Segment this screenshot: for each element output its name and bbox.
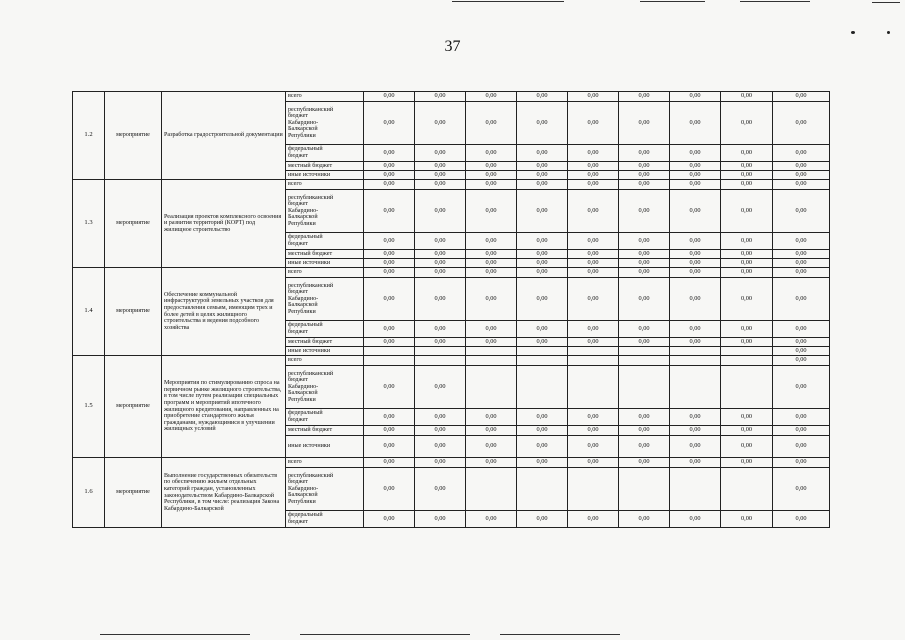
amount-cell: 0,00 (415, 426, 466, 436)
amount-cell: 0,00 (364, 190, 415, 233)
amount-cell: 0,00 (568, 102, 619, 145)
amount-cell: 0,00 (568, 436, 619, 458)
item-number: 1.4 (73, 268, 105, 356)
amount-cell: 0,00 (670, 92, 721, 102)
amount-cell (619, 366, 670, 409)
amount-cell: 0,00 (670, 426, 721, 436)
amount-cell: 0,00 (721, 190, 773, 233)
scan-line (872, 2, 900, 3)
amount-cell (721, 366, 773, 409)
amount-cell: 0,00 (517, 278, 568, 321)
amount-cell: 0,00 (415, 233, 466, 250)
amount-cell (568, 366, 619, 409)
funding-source: федеральный бюджет (286, 409, 364, 426)
amount-cell: 0,00 (364, 338, 415, 347)
amount-cell: 0,00 (619, 259, 670, 268)
amount-cell: 0,00 (721, 321, 773, 338)
amount-cell (670, 356, 721, 366)
amount-cell: 0,00 (517, 259, 568, 268)
amount-cell (466, 356, 517, 366)
amount-cell: 0,00 (517, 436, 568, 458)
amount-cell: 0,00 (568, 511, 619, 528)
funding-source: федеральный бюджет (286, 145, 364, 162)
amount-cell: 0,00 (670, 180, 721, 190)
funding-source: местный бюджет (286, 162, 364, 171)
funding-source: местный бюджет (286, 338, 364, 347)
amount-cell: 0,00 (670, 102, 721, 145)
amount-cell: 0,00 (466, 162, 517, 171)
amount-cell: 0,00 (364, 102, 415, 145)
item-name: Реализация проектов комплексного освоения и развития территорий (КОРТ) под жилищное строительство (162, 180, 286, 268)
amount-cell: 0,00 (364, 145, 415, 162)
amount-cell: 0,00 (466, 92, 517, 102)
amount-cell: 0,00 (670, 436, 721, 458)
amount-cell: 0,00 (670, 511, 721, 528)
amount-cell (517, 356, 568, 366)
amount-cell (568, 347, 619, 356)
amount-cell: 0,00 (773, 278, 830, 321)
funding-source: федеральный бюджет (286, 511, 364, 528)
amount-cell: 0,00 (619, 409, 670, 426)
amount-cell: 0,00 (670, 278, 721, 321)
amount-cell: 0,00 (773, 102, 830, 145)
amount-cell (364, 347, 415, 356)
amount-cell: 0,00 (415, 145, 466, 162)
amount-cell (721, 356, 773, 366)
amount-cell: 0,00 (773, 366, 830, 409)
amount-cell: 0,00 (364, 436, 415, 458)
amount-cell: 0,00 (466, 171, 517, 180)
amount-cell: 0,00 (517, 92, 568, 102)
amount-cell: 0,00 (466, 259, 517, 268)
amount-cell: 0,00 (466, 250, 517, 259)
amount-cell: 0,00 (773, 145, 830, 162)
table-row (73, 268, 830, 278)
funding-source: федеральный бюджет (286, 233, 364, 250)
amount-cell: 0,00 (773, 468, 830, 511)
amount-cell: 0,00 (517, 409, 568, 426)
amount-cell (466, 366, 517, 409)
amount-cell: 0,00 (619, 268, 670, 278)
table-row (73, 356, 830, 366)
amount-cell: 0,00 (517, 171, 568, 180)
amount-cell: 0,00 (466, 436, 517, 458)
scan-speck (887, 31, 890, 34)
amount-cell: 0,00 (364, 426, 415, 436)
amount-cell: 0,00 (364, 92, 415, 102)
scan-line (500, 634, 620, 635)
amount-cell: 0,00 (517, 511, 568, 528)
amount-cell: 0,00 (619, 426, 670, 436)
amount-cell: 0,00 (721, 338, 773, 347)
amount-cell: 0,00 (721, 426, 773, 436)
amount-cell: 0,00 (619, 162, 670, 171)
amount-cell: 0,00 (466, 338, 517, 347)
table-body (73, 92, 830, 528)
amount-cell: 0,00 (415, 458, 466, 468)
amount-cell: 0,00 (773, 162, 830, 171)
amount-cell: 0,00 (364, 468, 415, 511)
item-type: мероприятие (105, 268, 162, 356)
scan-line (100, 634, 250, 635)
amount-cell: 0,00 (466, 145, 517, 162)
item-name: Обеспечение коммунальной инфраструктурой земельных участков для предоставления семьям, имеющим трех и более детей в целях жилищного строительства и ведения подсобного хозяйства (162, 268, 286, 356)
amount-cell: 0,00 (568, 233, 619, 250)
amount-cell: 0,00 (466, 426, 517, 436)
amount-cell: 0,00 (619, 250, 670, 259)
amount-cell: 0,00 (364, 321, 415, 338)
amount-cell: 0,00 (466, 409, 517, 426)
amount-cell: 0,00 (517, 250, 568, 259)
amount-cell: 0,00 (619, 278, 670, 321)
amount-cell: 0,00 (721, 409, 773, 426)
amount-cell: 0,00 (721, 436, 773, 458)
amount-cell: 0,00 (568, 268, 619, 278)
amount-cell (619, 468, 670, 511)
amount-cell: 0,00 (670, 338, 721, 347)
amount-cell (670, 366, 721, 409)
amount-cell: 0,00 (466, 102, 517, 145)
amount-cell: 0,00 (619, 190, 670, 233)
amount-cell: 0,00 (568, 278, 619, 321)
amount-cell: 0,00 (415, 259, 466, 268)
amount-cell: 0,00 (568, 426, 619, 436)
amount-cell: 0,00 (670, 233, 721, 250)
amount-cell: 0,00 (466, 511, 517, 528)
amount-cell: 0,00 (415, 278, 466, 321)
amount-cell: 0,00 (517, 268, 568, 278)
amount-cell: 0,00 (415, 436, 466, 458)
amount-cell: 0,00 (773, 338, 830, 347)
amount-cell (517, 347, 568, 356)
amount-cell: 0,00 (415, 171, 466, 180)
amount-cell: 0,00 (619, 145, 670, 162)
amount-cell: 0,00 (364, 409, 415, 426)
amount-cell: 0,00 (568, 259, 619, 268)
amount-cell: 0,00 (415, 190, 466, 233)
amount-cell: 0,00 (364, 162, 415, 171)
amount-cell: 0,00 (568, 409, 619, 426)
amount-cell: 0,00 (670, 458, 721, 468)
amount-cell: 0,00 (517, 233, 568, 250)
item-number: 1.3 (73, 180, 105, 268)
amount-cell: 0,00 (568, 338, 619, 347)
funding-source: иные источники (286, 259, 364, 268)
table-row (73, 92, 830, 102)
amount-cell: 0,00 (466, 458, 517, 468)
amount-cell: 0,00 (415, 321, 466, 338)
amount-cell: 0,00 (773, 268, 830, 278)
amount-cell: 0,00 (721, 233, 773, 250)
amount-cell: 0,00 (619, 321, 670, 338)
amount-cell: 0,00 (670, 321, 721, 338)
amount-cell: 0,00 (364, 171, 415, 180)
amount-cell: 0,00 (517, 338, 568, 347)
amount-cell: 0,00 (670, 268, 721, 278)
amount-cell: 0,00 (619, 436, 670, 458)
amount-cell (619, 356, 670, 366)
amount-cell: 0,00 (773, 321, 830, 338)
amount-cell: 0,00 (773, 426, 830, 436)
funding-source: всего (286, 356, 364, 366)
amount-cell: 0,00 (721, 171, 773, 180)
amount-cell: 0,00 (517, 458, 568, 468)
amount-cell: 0,00 (415, 268, 466, 278)
amount-cell: 0,00 (619, 171, 670, 180)
amount-cell: 0,00 (721, 180, 773, 190)
amount-cell: 0,00 (670, 190, 721, 233)
funding-source: республиканский бюджет Кабардино- Балкарской Републики (286, 102, 364, 145)
amount-cell: 0,00 (568, 321, 619, 338)
amount-cell: 0,00 (773, 92, 830, 102)
amount-cell: 0,00 (568, 250, 619, 259)
amount-cell (415, 356, 466, 366)
funding-source: иные источники (286, 436, 364, 458)
amount-cell: 0,00 (773, 233, 830, 250)
amount-cell: 0,00 (364, 278, 415, 321)
amount-cell: 0,00 (364, 180, 415, 190)
funding-source: иные источники (286, 347, 364, 356)
amount-cell: 0,00 (670, 145, 721, 162)
amount-cell: 0,00 (517, 162, 568, 171)
page-number: 37 (444, 38, 461, 55)
item-name: Разработка градостроительной документации (162, 92, 286, 180)
funding-source: республиканский бюджет Кабардино- Балкарской Републики (286, 278, 364, 321)
amount-cell: 0,00 (773, 171, 830, 180)
funding-source: иные источники (286, 171, 364, 180)
item-number: 1.5 (73, 356, 105, 458)
amount-cell: 0,00 (517, 426, 568, 436)
amount-cell: 0,00 (466, 190, 517, 233)
amount-cell: 0,00 (415, 409, 466, 426)
amount-cell (364, 356, 415, 366)
amount-cell: 0,00 (619, 511, 670, 528)
amount-cell: 0,00 (415, 338, 466, 347)
amount-cell: 0,00 (670, 409, 721, 426)
scan-line (640, 1, 705, 2)
item-type: мероприятие (105, 92, 162, 180)
amount-cell: 0,00 (415, 511, 466, 528)
amount-cell: 0,00 (364, 458, 415, 468)
amount-cell: 0,00 (773, 190, 830, 233)
amount-cell: 0,00 (568, 458, 619, 468)
scan-speck (851, 31, 855, 34)
amount-cell: 0,00 (415, 366, 466, 409)
amount-cell: 0,00 (517, 190, 568, 233)
table-row (73, 180, 830, 190)
amount-cell (568, 356, 619, 366)
budget-table (72, 91, 830, 528)
funding-source: республиканский бюджет Кабардино- Балкарской Републики (286, 468, 364, 511)
amount-cell: 0,00 (721, 259, 773, 268)
amount-cell: 0,00 (670, 171, 721, 180)
amount-cell: 0,00 (721, 92, 773, 102)
amount-cell: 0,00 (773, 511, 830, 528)
amount-cell (415, 347, 466, 356)
amount-cell (619, 347, 670, 356)
amount-cell: 0,00 (568, 171, 619, 180)
item-type: мероприятие (105, 458, 162, 528)
amount-cell (670, 468, 721, 511)
funding-source: республиканский бюджет Кабардино- Балкарской Републики (286, 366, 364, 409)
amount-cell: 0,00 (619, 458, 670, 468)
amount-cell: 0,00 (773, 436, 830, 458)
amount-cell: 0,00 (364, 259, 415, 268)
item-number: 1.2 (73, 92, 105, 180)
amount-cell: 0,00 (364, 233, 415, 250)
amount-cell: 0,00 (415, 102, 466, 145)
funding-source: республиканский бюджет Кабардино- Балкарской Републики (286, 190, 364, 233)
amount-cell: 0,00 (619, 92, 670, 102)
amount-cell: 0,00 (517, 321, 568, 338)
amount-cell (466, 347, 517, 356)
amount-cell: 0,00 (466, 268, 517, 278)
amount-cell: 0,00 (466, 321, 517, 338)
amount-cell: 0,00 (721, 145, 773, 162)
amount-cell (568, 468, 619, 511)
item-type: мероприятие (105, 180, 162, 268)
amount-cell: 0,00 (670, 259, 721, 268)
funding-source: местный бюджет (286, 426, 364, 436)
amount-cell: 0,00 (568, 180, 619, 190)
amount-cell: 0,00 (364, 268, 415, 278)
scan-line (740, 1, 810, 2)
amount-cell: 0,00 (568, 145, 619, 162)
amount-cell: 0,00 (517, 145, 568, 162)
funding-source: федеральный бюджет (286, 321, 364, 338)
item-number: 1.6 (73, 458, 105, 528)
amount-cell: 0,00 (773, 409, 830, 426)
amount-cell: 0,00 (670, 250, 721, 259)
amount-cell: 0,00 (773, 180, 830, 190)
amount-cell: 0,00 (364, 511, 415, 528)
amount-cell: 0,00 (619, 338, 670, 347)
amount-cell: 0,00 (364, 366, 415, 409)
funding-source: местный бюджет (286, 250, 364, 259)
amount-cell: 0,00 (415, 92, 466, 102)
amount-cell: 0,00 (721, 250, 773, 259)
amount-cell: 0,00 (466, 233, 517, 250)
amount-cell: 0,00 (721, 268, 773, 278)
amount-cell: 0,00 (415, 250, 466, 259)
amount-cell: 0,00 (619, 233, 670, 250)
amount-cell: 0,00 (619, 102, 670, 145)
amount-cell: 0,00 (466, 278, 517, 321)
amount-cell: 0,00 (415, 468, 466, 511)
amount-cell: 0,00 (721, 162, 773, 171)
amount-cell: 0,00 (773, 250, 830, 259)
amount-cell: 0,00 (415, 162, 466, 171)
amount-cell: 0,00 (415, 180, 466, 190)
amount-cell: 0,00 (773, 259, 830, 268)
scan-line (452, 1, 564, 2)
amount-cell (721, 468, 773, 511)
amount-cell (721, 347, 773, 356)
amount-cell (670, 347, 721, 356)
amount-cell (466, 468, 517, 511)
amount-cell: 0,00 (517, 102, 568, 145)
amount-cell: 0,00 (721, 458, 773, 468)
amount-cell: 0,00 (568, 162, 619, 171)
amount-cell (517, 468, 568, 511)
funding-source: всего (286, 92, 364, 102)
amount-cell: 0,00 (568, 190, 619, 233)
funding-source: всего (286, 458, 364, 468)
amount-cell: 0,00 (721, 102, 773, 145)
item-name: Мероприятия по стимулированию спроса на первичном рынке жилищного строительства, в том числе путем реализации специальных программ и мероприятий ипотечного жилищного кредитования, направленных на приобретение стандартного жилья гражданами, нуждающимися в улучшении жилищных условий (162, 356, 286, 458)
amount-cell: 0,00 (773, 347, 830, 356)
table-row (73, 458, 830, 468)
amount-cell: 0,00 (773, 458, 830, 468)
amount-cell: 0,00 (670, 162, 721, 171)
amount-cell: 0,00 (466, 180, 517, 190)
amount-cell: 0,00 (619, 180, 670, 190)
amount-cell: 0,00 (773, 356, 830, 366)
amount-cell: 0,00 (364, 250, 415, 259)
amount-cell: 0,00 (517, 180, 568, 190)
funding-source: всего (286, 180, 364, 190)
amount-cell: 0,00 (721, 278, 773, 321)
funding-source: всего (286, 268, 364, 278)
item-type: мероприятие (105, 356, 162, 458)
amount-cell: 0,00 (568, 92, 619, 102)
scan-line (300, 634, 470, 635)
amount-cell: 0,00 (721, 511, 773, 528)
item-name: Выполнение государственных обязательств по обеспечению жильем отдельных категорий граждан, установленных законодательством Кабардино-Балкарской Республики, в том числе: реализация Закона Кабардино-Балкарской (162, 458, 286, 528)
amount-cell (517, 366, 568, 409)
